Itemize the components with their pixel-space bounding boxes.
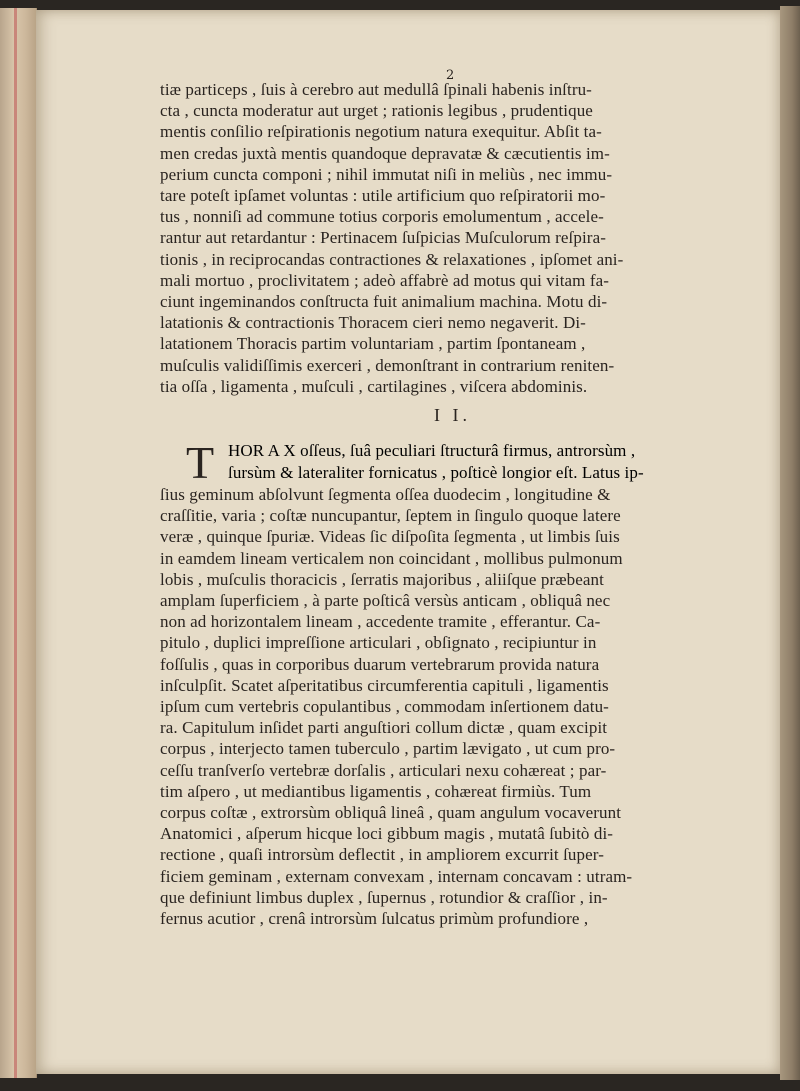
page-number: 2 (446, 68, 455, 83)
text-line: cta , cuncta moderatur aut urget ; rationis legibus , prudentique (160, 101, 593, 121)
text-line: pitulo , duplici impreſſione articulari , obſignato , recipiuntur in (160, 633, 597, 653)
text-line: perium cuncta componi ; nihil immutat niſi in meliùs , nec immu- (160, 164, 613, 184)
text-line: ra. Capitulum inſidet parti anguſtiori collum dictæ , quam excipit (160, 718, 608, 738)
text-line: latationem Thoracis partim voluntariam , partim ſpontaneam , (160, 334, 586, 354)
text-line: ficiem geminam , externam convexam , internam concavam : utram- (160, 866, 633, 886)
text-line: foſſulis , quas in corporibus duarum vertebrarum provida natura (160, 654, 600, 674)
right-page-edge (780, 6, 800, 1080)
text-line: non ad horizontalem lineam , accedente tramite , efferantur. Ca- (160, 612, 601, 632)
text-line: ceſſu tranſverſo vertebræ dorſalis , articulari nexu cohæreat ; par- (160, 760, 607, 780)
text-line: ciunt ingeminandos conſtructa fuit animalium machina. Motu di- (160, 292, 608, 311)
section-number: I I. (434, 405, 471, 425)
text-line: ſius geminum abſolvunt ſegmenta oſſea duodecim , longitudine & (160, 485, 611, 504)
text-line: mali mortuo , proclivitatem ; adeò affabrè ad motus qui vitam fa- (160, 270, 609, 290)
text-line: men credas juxtà mentis quandoque depravatæ & cæcutientis im- (160, 143, 610, 163)
text-line: tus , nonniſi ad commune totius corporis emolumentum , accele- (160, 207, 604, 227)
paragraph-2-line-1: HOR A X oſſeus, ſuâ peculiari ſtructurâ firmus, antrorsùm , (228, 441, 636, 460)
text-line: in eamdem lineam verticalem non coincidant , mollibus pulmonum (160, 548, 623, 568)
text-line: que definiunt limbus duplex , ſupernus , rotundior & craſſior , in- (160, 887, 608, 907)
text-line: muſculis validiſſimis exerceri , demonſtrant in contrarium reniten- (160, 355, 615, 375)
text-line: tia oſſa , ligamenta , muſculi , cartilagines , viſcera abdominis. (160, 376, 588, 396)
text-line: lobis , muſculis thoracicis , ſerratis majoribus , aliiſque præbeant (160, 569, 604, 589)
drop-cap: T (186, 437, 215, 488)
text-line: Anatomici , aſperum hicque loci gibbum magis , mutatâ ſubitò di- (160, 824, 614, 844)
text-line: veræ , quinque ſpuriæ. Videas ſic diſpoſita ſegmenta , ut limbis ſuis (160, 527, 620, 547)
paragraph-2-line-2: ſursùm & lateraliter fornicatus , poſticè longior eſt. Latus ip- (228, 463, 644, 482)
text-line: amplam ſuperficiem , à parte poſticâ versùs anticam , obliquâ nec (160, 591, 611, 610)
text-line: craſſitie, varia ; coſtæ nuncupantur, ſeptem in ſingulo quoque latere (160, 506, 621, 526)
text-line: ipſum cum vertebris copulantibus , commodam inſertionem datu- (160, 697, 609, 716)
text-line: corpus , interjecto tamen tuberculo , partim lævigato , ut cum pro- (160, 739, 616, 759)
text-line: mentis conſilio reſpirationis negotium natura exequitur. Abſit ta- (160, 122, 602, 142)
left-page-edge (0, 8, 37, 1078)
text-line: tare poteſt ipſamet voluntas : utile artificium quo reſpiratorii mo- (160, 186, 606, 205)
text-line: fernus acutior , crenâ introrsùm ſulcatus primùm profundiore , (160, 909, 589, 928)
text-line: corpus coſtæ , extrorsùm obliquâ lineâ , quam angulum vocaverunt (160, 803, 622, 822)
text-line: latationis & contractionis Thoracem cieri nemo negaverit. Di- (160, 313, 586, 333)
text-line: tionis , in reciprocandas contractiones & relaxationes , ipſomet ani- (160, 249, 624, 269)
text-line: rantur aut retardantur : Pertinacem ſuſpicias Muſculorum reſpira- (160, 228, 606, 248)
text-line: tiæ particeps , ſuis à cerebro aut medullâ ſpinali habenis inſtru- (160, 80, 592, 99)
text-line: rectione , quaſi introrsùm deflectit , in ampliorem excurrit ſuper- (160, 845, 604, 865)
text-line: tim aſpero , ut mediantibus ligamentis , cohæreat firmiùs. Tum (160, 781, 592, 801)
red-edge (14, 8, 17, 1078)
text-line: inſculpſit. Scatet aſperitatibus circumferentia capituli , ligamentis (160, 675, 609, 695)
